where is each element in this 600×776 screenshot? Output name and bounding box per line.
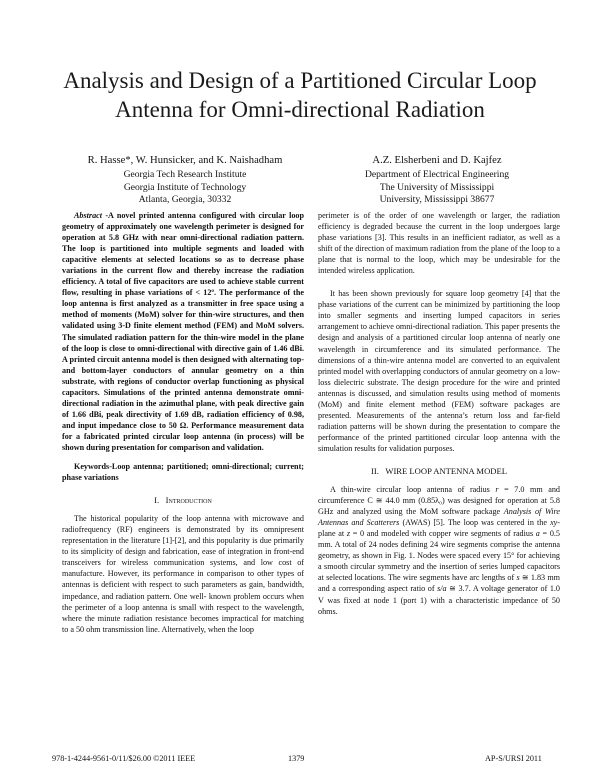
abstract (62, 210, 304, 453)
keywords: Keywords-Loop antenna; partitioned; omni-directional; current; phase variations (62, 462, 304, 483)
affiliation-left (60, 155, 310, 207)
affiliation-left-line-3: Atlanta, Georgia, 30332 (138, 194, 232, 206)
section-2-title: WIRE LOOP ANTENNA MODEL (385, 465, 507, 476)
p3-part-f: = 0.5 mm. A total of 24 nodes defining 24 wire segments comprise the antenna geometry, as shown in Fig. 1. Nodes were spaced every 15° for achieving a smooth circular symmetry and the insertion of series lumped capacitors at selected locations. The wire segments have arc lengths of (318, 529, 560, 583)
p3-part-d: -plane at (318, 518, 560, 539)
section-1-number: I. (154, 495, 160, 506)
abstract-lead: Abstract (74, 211, 102, 220)
intro-paragraph-2: It has been shown previously for square loop geometry [4] that the phase variations of the current can be minimized by partitioning the loop into smaller segments and inserting lumped capacitors in series arrangement to achieve omni-directional radiation. This paper presents the design and analysis of a partitioned circular loop antenna of nearly one wavelength in circumference and its simulated performance. The dimensions of a thin-wire antenna model are converted to an equivalent printed model with overlapping conductors of annular geometry on a low-loss dielectric substrate. The design procedure for the wire and printed antennas is discussed, and simulation results using method of moments (MoM) and finite element method (FEM) software packages are presented. Measurements of the antenna’s return loss and far-field radiation patterns will be shown during the presentation to compare the performance of the printed partitioned circular loop antenna with the simulation results for validation purposes. (318, 289, 560, 453)
footer-conference: AP-S/URSI 2011 (485, 754, 542, 763)
p3-part-a: A thin-wire circular loop antenna of radius (330, 485, 496, 495)
p3-part-b: = 7.0 mm and circumference C ≅ 44.0 mm (0.85λ₀) was designed for operation at 5.8 GHz and analyzed using the MoM software package (318, 485, 560, 517)
p3-part-e: = 0 and modeled with copper wire segments of radius (350, 529, 536, 539)
p3-symbol-z: z (346, 529, 351, 539)
intro-paragraph-continued: perimeter is of the order of one wavelength or larger, the radiation efficiency is degraded because the current in the loop undergoes large phase variations [3]. This results in an inefficient radiator, as well as a shift of the direction of maximum radiation from the plane of the loop to a plane that is normal to the loop, which may be undesirable for the intended wireless application. (318, 211, 560, 276)
paper-title (40, 66, 560, 124)
affiliation-left-line-1: Georgia Tech Research Institute (123, 169, 247, 181)
p3-symbol-sa: s/a (437, 584, 447, 594)
section-2-paragraph-1 (318, 484, 560, 617)
author-names-left: R. Hasse*, W. Hunsicker, and K. Naishadham (87, 155, 283, 166)
author-names-right: A.Z. Elsherbeni and D. Kajfez (372, 155, 502, 166)
title-line-2: Antenna for Omni-directional Radiation (115, 97, 485, 122)
affiliation-right-line-3: University, Mississippi 38677 (379, 194, 495, 206)
intro-paragraph-1: The historical popularity of the loop antenna with microwave and radiofrequency (RF) engineers is demonstrated by its omnipresent representation in the literature [1]-[2], and this popularity is due primarily to its simplicity of design and fabrication, ease of integration in front-end transceivers for wireless communication systems, and low cost of manufacture. However, its performance in comparison to other types of antennas is deficient with respect to such parameters as gain, bandwidth, impedance, and radiation pattern. One well- known problem occurs when the perimeter of a loop antenna is small with respect to the wavelength, where the minute radiation resistance becomes impractical for matching to a 50 ohm transmission line. Alternatively, when the loop (62, 514, 304, 634)
p3-symbol-a: a (535, 529, 540, 539)
title-line-1: Analysis and Design of a Partitioned Circular Loop (63, 68, 537, 93)
section-1-title: Introduction (165, 495, 212, 506)
p3-symbol-xy: xy (550, 518, 558, 528)
section-2-number: II. (371, 465, 379, 476)
p3-part-g: ≅ 1.83 mm and a corresponding aspect ratio of (318, 573, 560, 594)
p3-part-h: ≅ 3.7. A voltage generator of 1.0 V was fixed at node 1 (port 1) with a characteristic impedance of 50 ohms. (318, 584, 560, 616)
section-1-heading (62, 495, 304, 506)
footer-copyright: 978-1-4244-9561-0/11/$26.00 ©2011 IEEE (52, 754, 196, 763)
footer-page-number: 1379 (288, 754, 305, 763)
left-column (62, 210, 304, 635)
p3-part-c: (AWAS) [5]. The loop was centered in the (399, 518, 551, 528)
right-column (318, 210, 560, 617)
affiliation-right-line-1: Department of Electrical Engineering (364, 169, 510, 181)
affiliation-left-line-2: Georgia Institute of Technology (123, 181, 247, 193)
affiliation-right (322, 155, 552, 207)
section-2-heading (318, 466, 560, 477)
affiliation-right-line-2: The University of Mississippi (379, 181, 495, 193)
p3-symbol-s: s (516, 573, 520, 583)
p3-symbol-r: r (495, 485, 499, 495)
abstract-text: -A novel printed antenna configured with circular loop geometry of approximately one wavelength perimeter is designed for operation at 5.8 GHz with near omni-directional radiation pattern. The loop is partitioned into multiple segments and loaded with capacitive elements at selected locations so as to decrease phase variations in the current flow and thereby increase the radiation efficiency. A total of five capacitors are used to achieve stable current flow, resulting in phase variations of < 12º. The performance of the loop antenna is first analyzed as a transmitter in free space using a method of moments (MoM) solver for thin-wire structures, and then validated using 3-D finite element method (FEM) and MoM solvers. The simulated radiation pattern for the thin-wire model in the plane of the loop is close to omni-directional with directive gain of 1.46 dBi. A printed circuit antenna model is then designed with alternating top- and bottom-layer conductors of annular geometry on a thin substrate, with regions of conductor overlap functioning as physical capacitors. Simulations of the printed antenna demonstrate omni-directional radiation in the azimuthal plane, with peak directive gain of 1.66 dBi, peak directivity of 1.69 dB, radiation efficiency of 0.98, and input impedance close to 50 Ω. Performance measurement data for a fabricated printed circular loop antenna (in process) will be shown during presentation for comparison and validation. (62, 211, 304, 452)
p3-awas-title: Analysis of Wire Antennas and Scatterers (318, 507, 560, 528)
